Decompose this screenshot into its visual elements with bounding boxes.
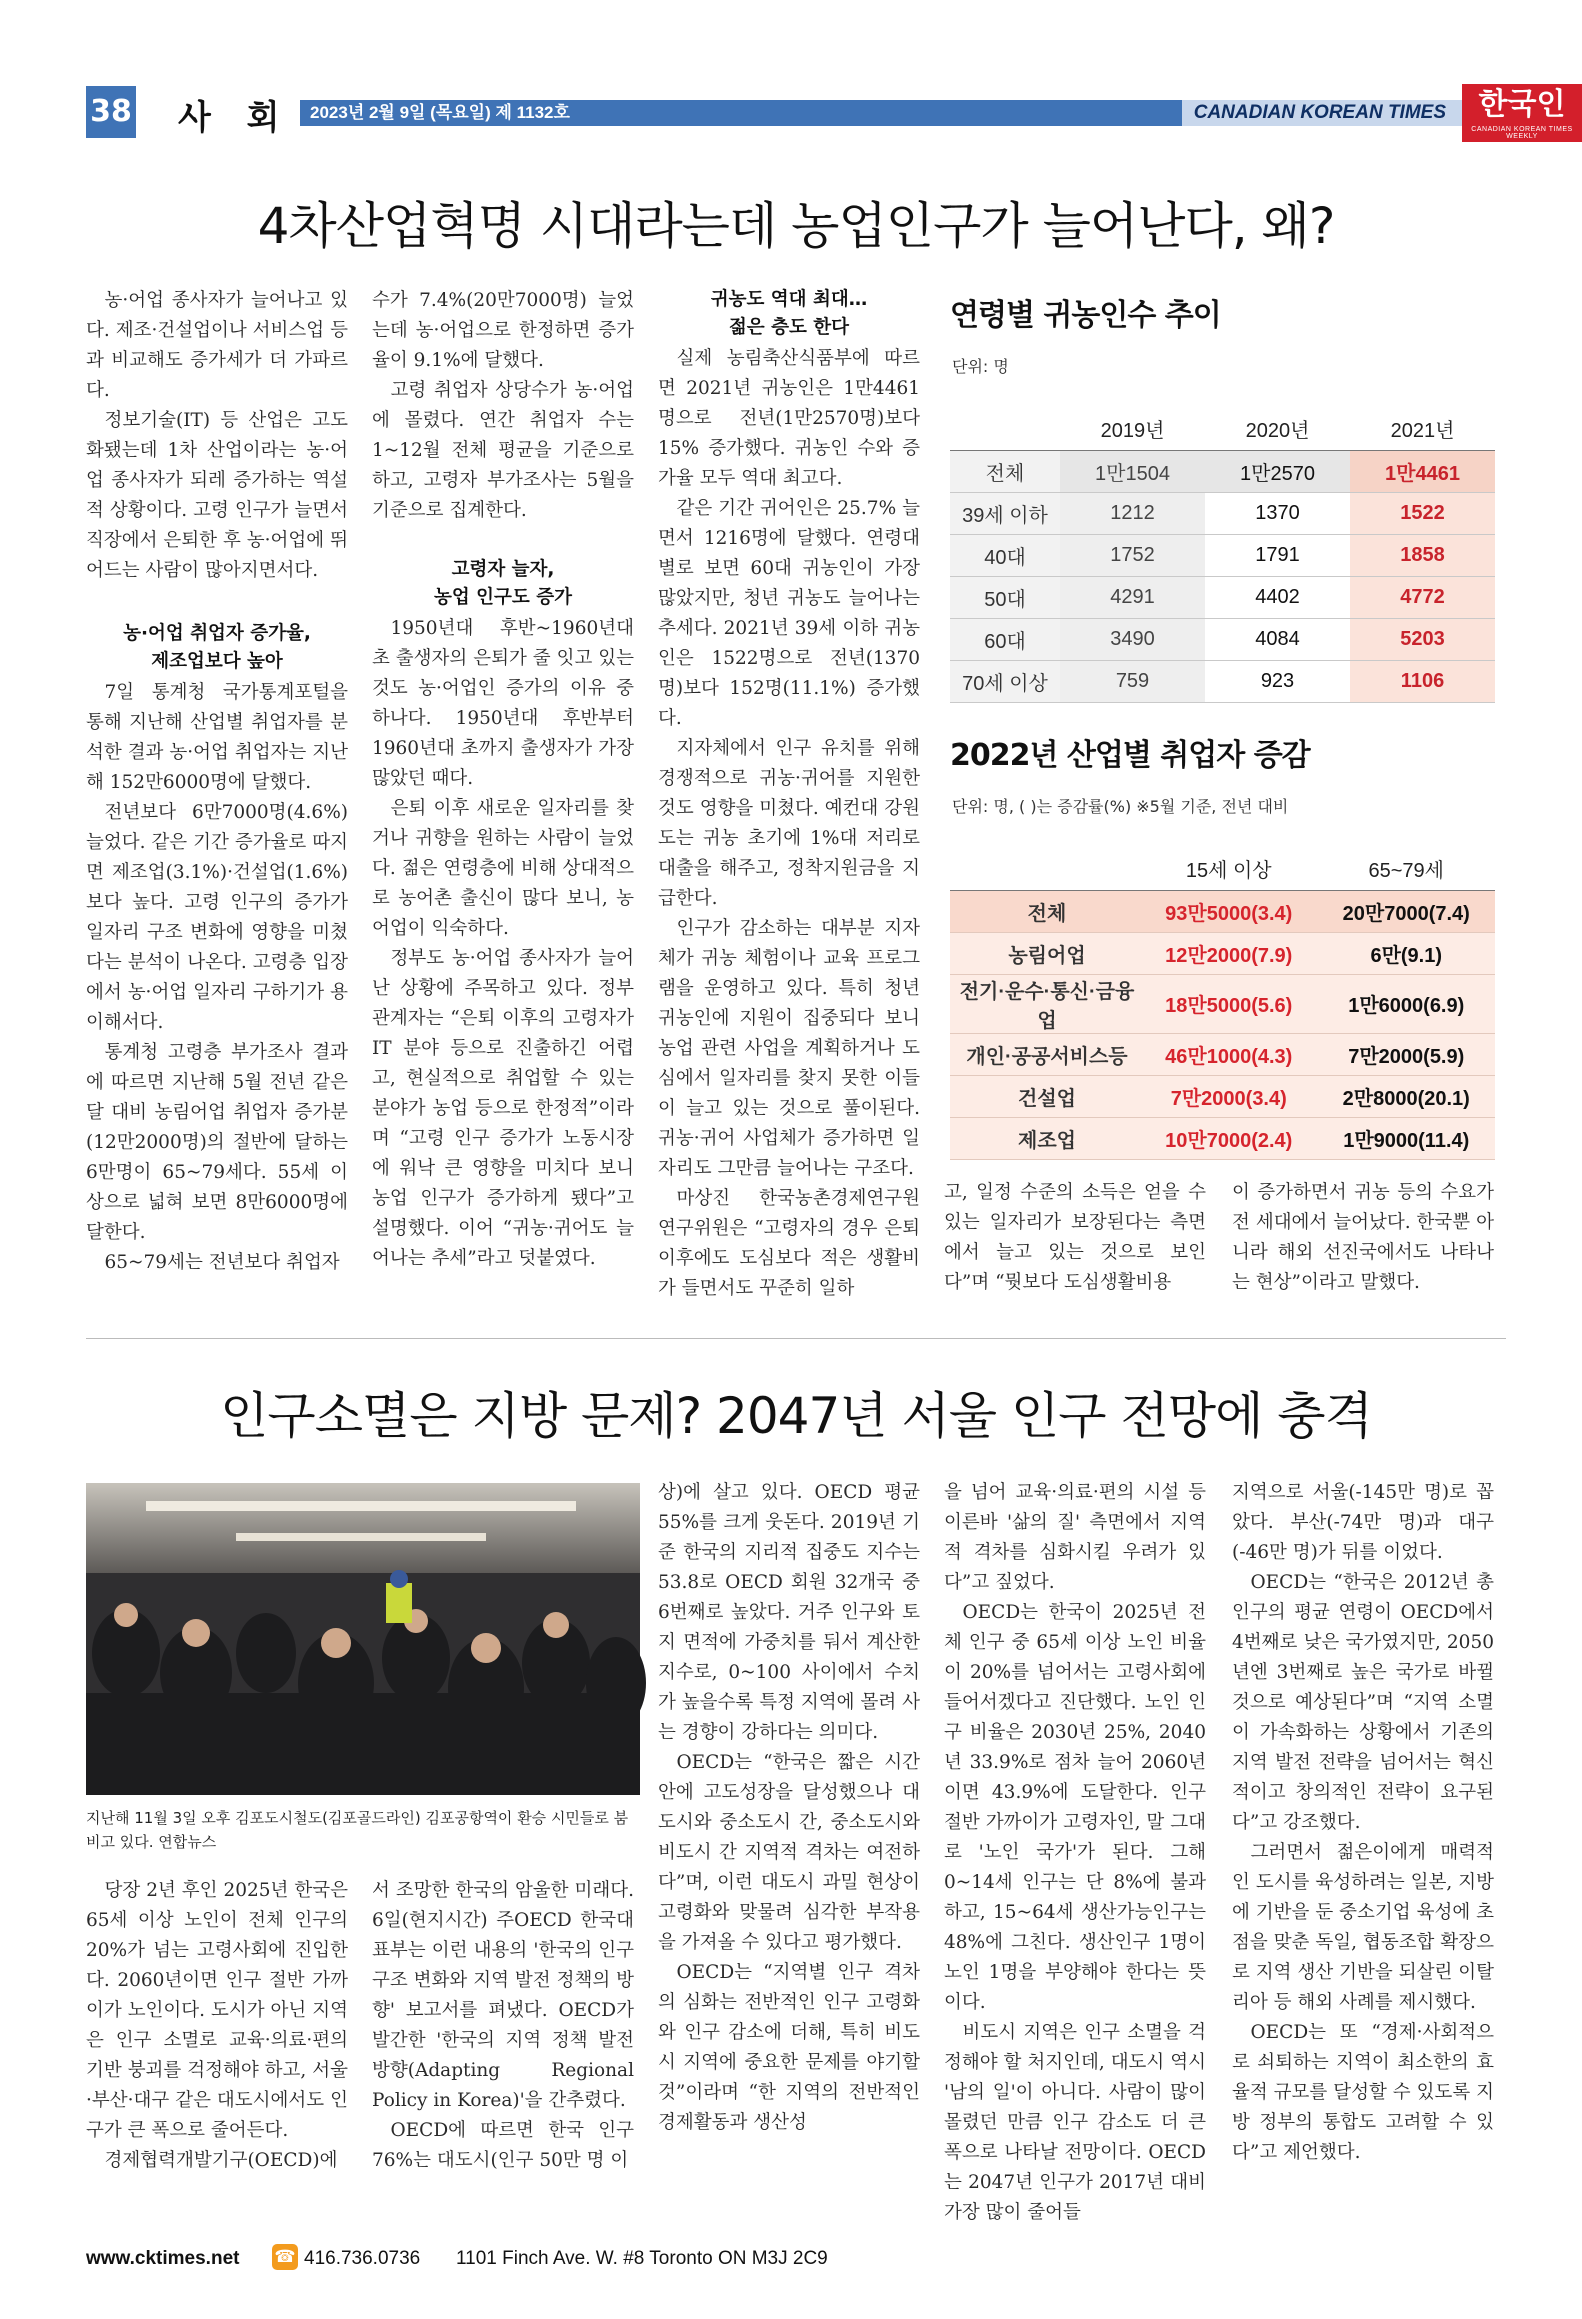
table-row	[950, 932, 1495, 974]
table-column-header: 65~79세	[1318, 848, 1496, 890]
table2-title: 2022년 산업별 취업자 증감	[950, 738, 1310, 773]
paragraph: 전년보다 6만7000명(4.6%) 늘었다. 같은 기간 증가율로 따지면 제조업(3.1%)·건설업(1.6%)보다 높다. 고령 인구의 증가가 일자리 구조 변화에 영향을 미쳤다는 분석이 나온다. 고령층 입장에서 농·어업 일자리 구하기가 용이해서다.	[86, 802, 348, 1033]
photo-illustration	[86, 1483, 640, 1795]
article1-column-2	[372, 286, 634, 1286]
logo-title: 한국인	[1478, 87, 1566, 122]
table1-title: 연령별 귀농인수 추이	[950, 298, 1221, 333]
table-cell: 1만2570	[1205, 450, 1350, 492]
paragraph: 지자체에서 인구 유치를 위해 경쟁적으로 귀농·귀어를 지원한 것도 영향을 미쳤다. 예컨대 강원도는 귀농 초기에 1%대 저리로 대출을 해주고, 정착지원금을 지급한다.	[658, 738, 920, 909]
table-cell: 93만5000(3.4)	[1140, 890, 1318, 932]
paragraph: OECD는 “지역별 인구 격차의 심화는 전반적인 인구 고령화와 인구 감소에 더해, 특히 비도시 지역에 중요한 문제를 야기할 것”이라며 “한 지역의 전반적인 경제활동과 생산성	[658, 1962, 920, 2133]
phone-number: 416.736.0736	[304, 2248, 421, 2269]
paragraph: 농·어업 종사자가 늘어나고 있다. 제조·건설업이나 서비스업 등과 비교해도 증가세가 더 가파르다.	[86, 290, 348, 401]
paragraph: 고령 취업자 상당수가 농·어업에 몰렸다. 연간 취업자 수는 1~12월 전체 평균을 기준으로 하고, 고령자 부가조사는 5월을 기준으로 집계한다.	[372, 380, 634, 521]
table-row	[950, 1117, 1495, 1159]
paragraph: OECD는 “한국은 2012년 총인구의 평균 연령이 OECD에서 4번째로 낮은 국가였지만, 2050년엔 3번째로 높은 국가로 바뀔 것으로 예상된다”며 “지역 소멸이 가속화하는 상황에서 기존의 지역 발전 전략을 넘어서는 혁신적이고 창의적인 전략이 요구된다”고 강조했다.	[1232, 1572, 1494, 1833]
table-cell: 1791	[1205, 534, 1350, 576]
table-cell: 2만8000(20.1)	[1318, 1075, 1496, 1117]
article2-column-3	[658, 1478, 920, 2218]
phone-icon: ☎	[272, 2244, 298, 2270]
table2-unit: 단위: 명, ( )는 증감률(%) ※5월 기준, 전년 대비	[952, 797, 1289, 816]
table-header-corner	[950, 848, 1140, 890]
row-label: 39세 이하	[950, 492, 1060, 534]
table-cell: 1212	[1060, 492, 1205, 534]
table1-returning-farmers-by-age	[950, 408, 1495, 703]
table-cell: 1858	[1350, 534, 1495, 576]
section-divider	[86, 1338, 1506, 1339]
table2-employment-change-by-industry	[950, 848, 1495, 1160]
paragraph: OECD는 “한국은 짧은 시간 안에 고도성장을 달성했으나 대도시와 중소도시 간, 중소도시와 비도시 간 지역적 격차는 여전하다”며, 이런 대도시 과밀 현상이 고령화와 맞물려 심각한 부작용을 가져올 수 있다고 평가했다.	[658, 1752, 920, 1953]
paragraph: 을 넘어 교육·의료·편의 시설 등 이른바 '삶의 질' 측면에서 지역적 격차를 심화시킬 우려가 있다”고 짚었다.	[944, 1482, 1206, 1593]
row-label: 전체	[950, 890, 1140, 932]
article2-headline: 인구소멸은 지방 문제? 2047년 서울 인구 전망에 충격	[220, 1387, 1372, 1445]
table-cell: 46만1000(4.3)	[1140, 1033, 1318, 1075]
table-cell: 4772	[1350, 576, 1495, 618]
paragraph: 65~79세는 전년보다 취업자	[104, 1252, 340, 1273]
paragraph: 정보기술(IT) 등 산업은 고도화됐는데 1차 산업이라는 농·어업 종사자가 되레 증가하는 역설적 상황이다. 고령 인구가 늘면서 직장에서 은퇴한 후 농·어업에 뛰어드는 사람이 많아지면서다.	[86, 410, 348, 581]
date-issue-bar: 2023년 2월 9일 (목요일) 제 1132호	[300, 100, 1182, 126]
row-label: 60대	[950, 618, 1060, 660]
table-cell: 1370	[1205, 492, 1350, 534]
row-label: 개인·공공서비스등	[950, 1033, 1140, 1075]
table-header-corner	[950, 408, 1060, 450]
table-cell: 4402	[1205, 576, 1350, 618]
paragraph: 고, 일정 수준의 소득은 얻을 수 있는 일자리가 보장된다는 측면에서 늘고 있는 것으로 보인다”며 “뭣보다 도심생활비용	[944, 1182, 1206, 1293]
table-row	[950, 1075, 1495, 1117]
row-label: 제조업	[950, 1117, 1140, 1159]
office-address: 1101 Finch Ave. W. #8 Toronto ON M3J 2C9	[456, 2248, 828, 2269]
article1-column-5	[1232, 1178, 1494, 1308]
table1-unit: 단위: 명	[952, 357, 1009, 376]
table-cell: 7만2000(3.4)	[1140, 1075, 1318, 1117]
table-cell: 1522	[1350, 492, 1495, 534]
table-column-header: 2019년	[1060, 408, 1205, 450]
article2-column-1	[86, 1876, 348, 2216]
paragraph: 정부도 농·어업 종사자가 늘어난 상황에 주목하고 있다. 정부 관계자는 “은퇴 이후의 고령자가 IT 분야 등으로 진출하긴 어렵고, 현실적으로 취업할 수 있는 분야가 농업 등으로 한정적”이라며 “고령 인구 증가가 노동시장에 워낙 큰 영향을 미치다 보니 농업 인구가 증가하게 됐다”고 설명했다. 이어 “귀농·귀어도 늘어나는 추세”라고 덧붙였다.	[372, 948, 634, 1269]
row-label: 농림어업	[950, 932, 1140, 974]
table-row	[950, 534, 1495, 576]
table-cell: 1106	[1350, 660, 1495, 702]
table-row	[950, 618, 1495, 660]
table-header-row	[950, 848, 1495, 890]
table-row	[950, 450, 1495, 492]
paragraph: 비도시 지역은 인구 소멸을 걱정해야 할 처지인데, 대도시 역시 '남의 일'이 아니다. 사람이 많이 몰렸던 만큼 인구 감소도 더 큰 폭으로 나타날 전망이다. OECD는 2047년 인구가 2017년 대비 가장 많이 줄어들	[944, 2022, 1206, 2223]
paragraph: OECD에 따르면 한국 인구 76%는 대도시(인구 50만 명 이	[372, 2120, 634, 2171]
paragraph: 인구가 감소하는 대부분 지자체가 귀농 체험이나 교육 프로그램을 운영하고 있다. 특히 청년 귀농인에 지원이 집중되다 보니 농업 관련 사업을 계획하거나 도심에서 일자리를 찾지 못한 이들이 늘고 있는 것으로 풀이된다. 귀농·귀어 사업체가 증가하면 일자리도 그만큼 늘어나는 구조다.	[658, 918, 920, 1179]
article1-subhead-2: 고령자 늘자, 농업 인구도 증가	[434, 559, 572, 608]
table-cell: 20만7000(7.4)	[1318, 890, 1496, 932]
table-row	[950, 660, 1495, 702]
paragraph: 통계청 고령층 부가조사 결과에 따르면 지난해 5월 전년 같은 달 대비 농림어업 취업자 증가분(12만2000명)의 절반에 달하는 6만명이 65~79세다. 55세 이상으로 넓혀 보면 8만6000명에 달한다.	[86, 1042, 348, 1243]
paragraph: 그러면서 젊은이에게 매력적인 도시를 육성하려는 일본, 지방에 기반을 둔 중소기업 육성에 초점을 맞춘 독일, 협동조합 확장으로 지역 생산 기반을 되살린 이탈리아 등 해외 사례를 제시했다.	[1232, 1842, 1494, 2013]
row-label: 40대	[950, 534, 1060, 576]
paragraph: 경제협력개발기구(OECD)에	[104, 2150, 338, 2171]
table-cell: 10만7000(2.4)	[1140, 1117, 1318, 1159]
paragraph: 이 증가하면서 귀농 등의 수요가 전 세대에서 늘어났다. 한국뿐 아니라 해외 선진국에서도 나타나는 현상”이라고 말했다.	[1232, 1182, 1494, 1293]
table-cell: 1752	[1060, 534, 1205, 576]
row-label: 70세 이상	[950, 660, 1060, 702]
paragraph: 상)에 살고 있다. OECD 평균 55%를 크게 웃돈다. 2019년 기준 한국의 지리적 집중도 지수는 53.8로 OECD 회원 32개국 중 6번째로 높았다. 거주 인구와 토지 면적에 가중치를 둬서 계산한 지수로, 0~100 사이에서 수치가 높을수록 특정 지역에 몰려 사는 경향이 강하다는 의미다.	[658, 1482, 920, 1743]
table-column-header: 15세 이상	[1140, 848, 1318, 890]
row-label: 50대	[950, 576, 1060, 618]
article1-headline: 4차산업혁명 시대라는데 농업인구가 늘어난다, 왜?	[257, 197, 1335, 255]
table-cell: 759	[1060, 660, 1205, 702]
paragraph: 실제 농림축산식품부에 따르면 2021년 귀농인은 1만4461명으로 전년(1만2570명)보다 15% 증가했다. 귀농인 수와 증가율 모두 역대 최고다.	[658, 348, 920, 489]
table-cell: 3490	[1060, 618, 1205, 660]
article2-column-5	[1232, 1478, 1494, 2218]
table-row	[950, 576, 1495, 618]
table-cell: 923	[1205, 660, 1350, 702]
paragraph: 수가 7.4%(20만7000명) 늘었는데 농·어업으로 한정하면 증가율이 9.1%에 달했다.	[372, 290, 634, 371]
article2-column-2	[372, 1876, 634, 2216]
table-row	[950, 1033, 1495, 1075]
table-cell: 6만(9.1)	[1318, 932, 1496, 974]
page-number: 38	[86, 86, 136, 138]
table-cell: 1만9000(11.4)	[1318, 1117, 1496, 1159]
article1-column-1	[86, 286, 348, 1286]
table-cell: 5203	[1350, 618, 1495, 660]
paragraph: OECD는 또 “경제·사회적으로 쇠퇴하는 지역이 최소한의 효율적 규모를 달성할 수 있도록 지방 정부의 통합도 고려할 수 있다”고 제언했다.	[1232, 2022, 1494, 2163]
section-title: 사 회	[178, 98, 292, 138]
table-row	[950, 492, 1495, 534]
paragraph: 같은 기간 귀어인은 25.7% 늘면서 1216명에 달했다. 연령대별로 보면 60대 귀농인이 가장 많았지만, 청년 귀농도 늘어나는 추세다. 2021년 39세 이하 귀농인은 1522명으로 전년(1370명)보다 152명(11.1%) 증가했다.	[658, 498, 920, 729]
table-cell: 4291	[1060, 576, 1205, 618]
table-cell: 1만6000(6.9)	[1318, 974, 1496, 1033]
paragraph: 7일 통계청 국가통계포털을 통해 지난해 산업별 취업자를 분석한 결과 농·어업 취업자는 지난해 152만6000명에 달했다.	[86, 682, 348, 793]
page-footer	[86, 2244, 1506, 2274]
table-cell: 7만2000(5.9)	[1318, 1033, 1496, 1075]
table-cell: 12만2000(7.9)	[1140, 932, 1318, 974]
table-cell: 1만4461	[1350, 450, 1495, 492]
paragraph: OECD는 한국이 2025년 전체 인구 중 65세 이상 노인 비율이 20%를 넘어서는 고령사회에 들어서겠다고 진단했다. 노인 인구 비율은 2030년 25%, 2040년 33.9%로 점차 늘어 2060년이면 43.9%에 도달한다. 인구 절반 가까이가 고령자인, 말 그대로 '노인 국가'가 된다. 그해 0~14세 인구는 단 8%에 불과하고, 15~64세 생산가능인구는 48%에 그친다. 생산인구 1명이 노인 1명을 부양해야 한다는 뜻이다.	[944, 1602, 1206, 2013]
article1-subhead-1: 농·어업 취업자 증가율, 제조업보다 높아	[123, 623, 311, 672]
table-cell: 1만1504	[1060, 450, 1205, 492]
table-column-header: 2020년	[1205, 408, 1350, 450]
page-header	[86, 84, 1573, 142]
table-cell: 18만5000(5.6)	[1140, 974, 1318, 1033]
article1-column-3	[658, 286, 920, 1299]
logo-subtitle: CANADIAN KOREAN TIMES WEEKLY	[1471, 126, 1573, 140]
table-column-header: 2021년	[1350, 408, 1495, 450]
paragraph: 당장 2년 후인 2025년 한국은 65세 이상 노인이 전체 인구의 20%가 넘는 고령사회에 진입한다. 2060년이면 인구 절반 가까이가 노인이다. 도시가 아닌 지역은 인구 소멸로 교육·의료·편의 기반 붕괴를 걱정해야 하고, 서울·부산·대구 같은 대도시에서도 인구가 큰 폭으로 줄어든다.	[86, 1880, 348, 2141]
paragraph: 1950년대 후반~1960년대 초 출생자의 은퇴가 줄 잇고 있는 것도 농·어업인 증가의 이유 중 하나다. 1950년대 후반부터 1960년대 초까지 출생자가 가장 많았던 때다.	[372, 618, 634, 789]
row-label: 전체	[950, 450, 1060, 492]
paragraph: 지역으로 서울(-145만 명)로 꼽았다. 부산(-74만 명)과 대구(-46만 명)가 뒤를 이었다.	[1232, 1482, 1494, 1563]
row-label: 건설업	[950, 1075, 1140, 1117]
row-label: 전기·운수·통신·금융업	[950, 974, 1140, 1033]
website-link[interactable]: www.cktimes.net	[86, 2248, 240, 2269]
article2-column-4	[944, 1478, 1206, 2223]
article1-column-4	[944, 1178, 1206, 1308]
table-cell: 4084	[1205, 618, 1350, 660]
table-row	[950, 974, 1495, 1033]
paragraph: 은퇴 이후 새로운 일자리를 찾거나 귀향을 원하는 사람이 늘었다. 젊은 연령층에 비해 상대적으로 농어촌 출신이 많다 보니, 농어업이 익숙하다.	[372, 798, 634, 939]
table-row	[950, 890, 1495, 932]
publication-name: CANADIAN KOREAN TIMES	[1193, 102, 1446, 123]
paragraph: 마상진 한국농촌경제연구원 연구위원은 “고령자의 경우 은퇴 이후에도 도심보다 적은 생활비가 들면서도 꾸준히 일하	[658, 1188, 920, 1299]
subway-crowd-photo	[86, 1483, 640, 1795]
photo-caption: 지난해 11월 3일 오후 김포도시철도(김포골드라인) 김포공항역이 환승 시민들로 붐비고 있다. 연합뉴스	[86, 1809, 629, 1851]
newspaper-logo	[1462, 84, 1582, 142]
article1-subhead-3: 귀농도 역대 최대… 젊은 층도 한다	[710, 289, 868, 338]
paragraph: 서 조망한 한국의 암울한 미래다. 6일(현지시간) 주OECD 한국대표부는 이런 내용의 '한국의 인구구조 변화와 지역 발전 정책의 방향' 보고서를 펴냈다. OECD가 발간한 '한국의 지역 정책 발전 방향(Adapting Regional Policy in Korea)'을 간추렸다.	[372, 1880, 634, 2111]
table-header-row	[950, 408, 1495, 450]
